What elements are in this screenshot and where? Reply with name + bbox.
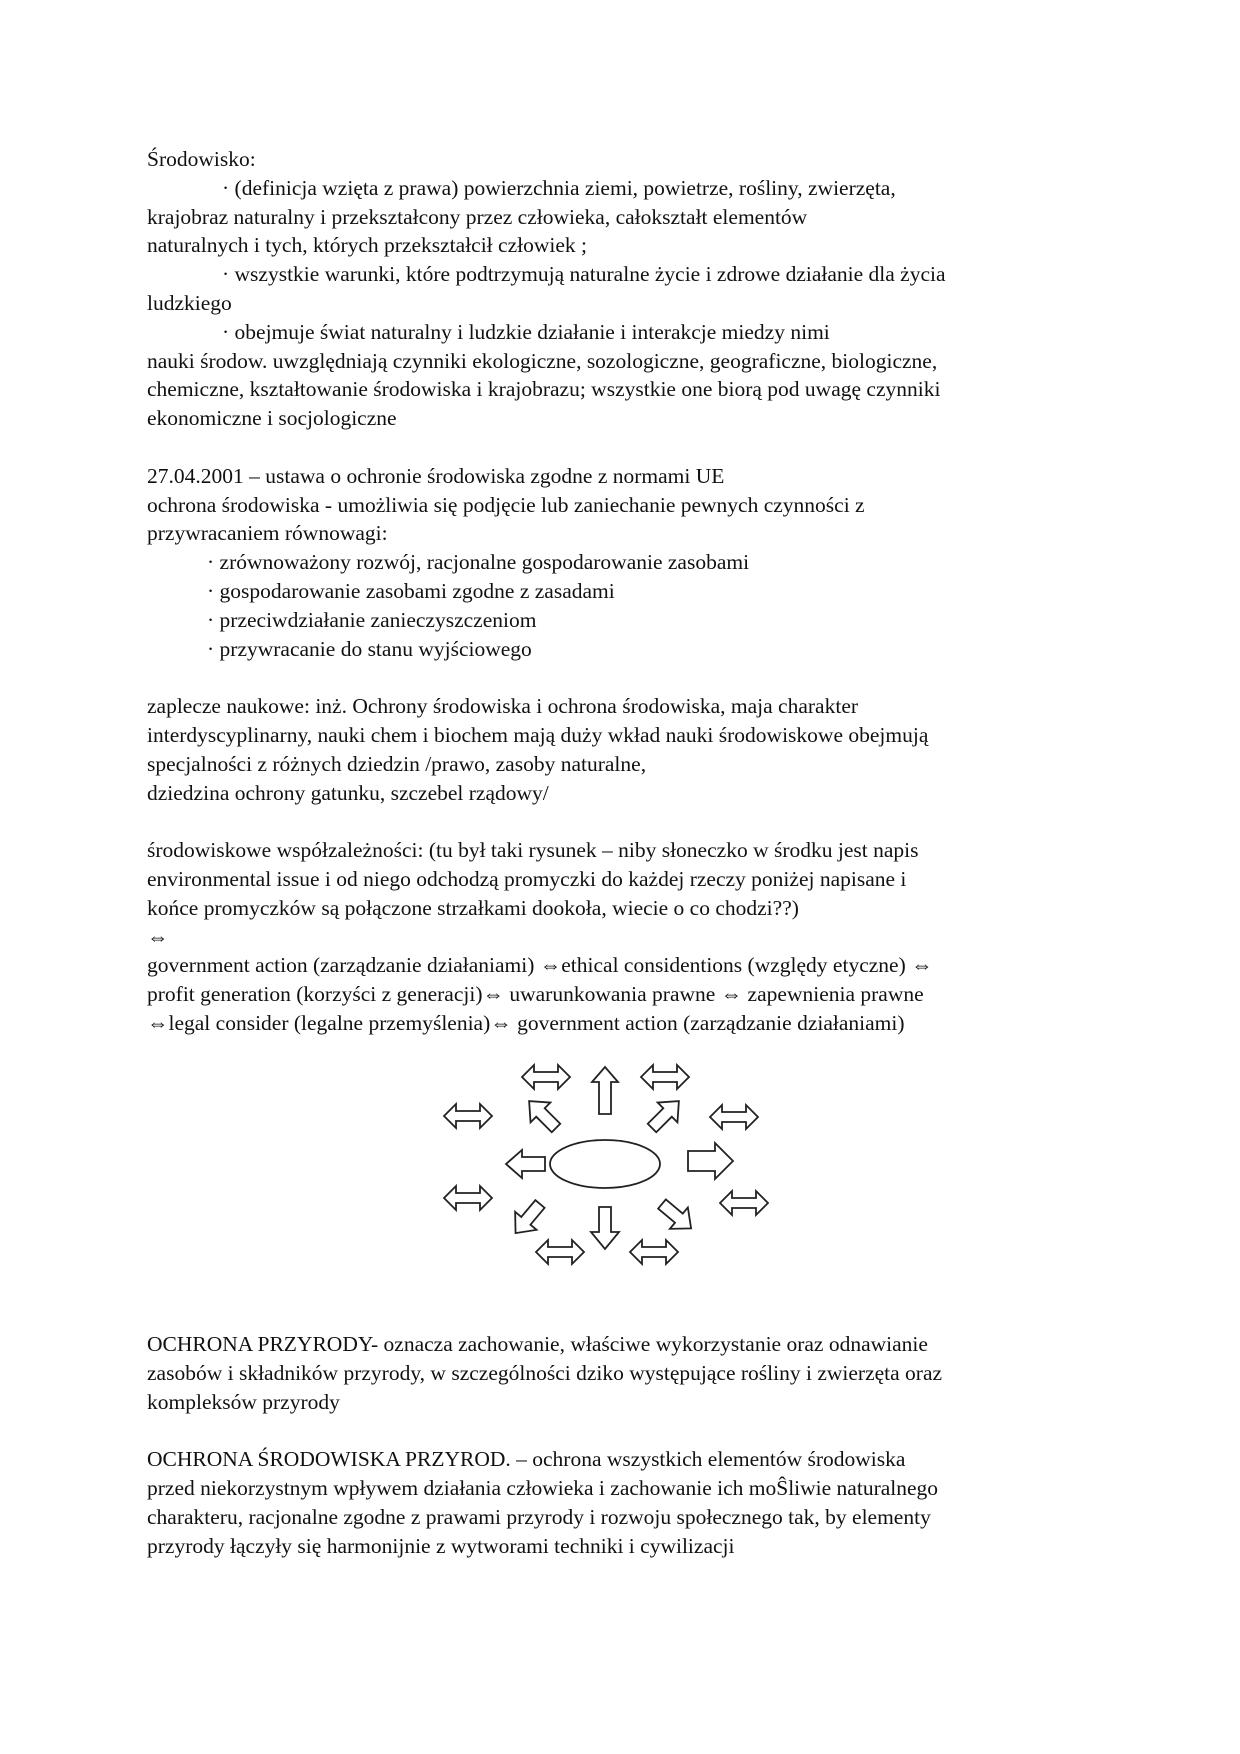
up-left-arrow	[519, 1091, 566, 1138]
definition-bullet: · obejmuje świat naturalny i ludzkie działanie i interakcje miedzy nimi	[222, 319, 830, 344]
paragraph-line: przyrody łączyły się harmonijnie z wytworami techniki i cywilizacji	[147, 1533, 735, 1558]
double-arrow-left-upper	[444, 1104, 492, 1128]
paragraph-line: zasobów i składników przyrody, w szczególności dziko występujące rośliny i zwierzęta oraz	[147, 1360, 943, 1385]
section-heading: Środowisko:	[147, 147, 256, 171]
paragraph-line: OCHRONA PRZYRODY- oznacza zachowanie, właściwe wykorzystanie oraz odnawianie	[147, 1332, 928, 1356]
paragraph-line: government action (zarządzanie działaniami) ⇔ethical considentions (względy etyczne) ⇔	[147, 953, 933, 978]
paragraph-line: environmental issue i od niego odchodzą promyczki do każdej rzeczy poniżej napisane i	[147, 866, 907, 891]
list-item: · zrównoważony rozwój, racjonalne gospodarowanie zasobami	[207, 550, 750, 575]
double-arrow-top-left	[522, 1065, 570, 1089]
list-item: · gospodarowanie zasobami zgodne z zasadami	[207, 578, 615, 603]
paragraph-line: dziedzina ochrony gatunku, szczebel rządowy/	[147, 780, 549, 805]
paragraph-line: nauki środow. uwzględniają czynniki ekologiczne, sozologiczne, geograficzne, biologiczne,	[147, 348, 938, 373]
double-arrow-right-upper	[710, 1105, 758, 1129]
paragraph-line: przywracaniem równowagi:	[147, 521, 388, 546]
paragraph-line: ⇔legal consider (legalne przemyślenia)⇔ government action (zarządzanie działaniami)	[147, 1010, 905, 1035]
text-block-lower	[147, 1330, 1087, 1560]
environmental-issue-ellipse	[550, 1140, 660, 1188]
interdependency-diagram	[430, 1062, 790, 1282]
definition-text: naturalnych i tych, których przekształcił człowiek ;	[147, 233, 587, 258]
down-left-arrow	[505, 1195, 551, 1242]
paragraph-line: środowiskowe współzależności: (tu był taki rysunek – niby słoneczko w środku jest napis	[147, 838, 919, 863]
paragraph-line: charakteru, racjonalne zgodne z prawami przyrody i rozwoju społecznego tak, by elementy	[147, 1504, 931, 1529]
double-arrow-left-lower	[444, 1186, 492, 1210]
double-arrow-right-lower	[720, 1191, 768, 1215]
down-right-arrow	[653, 1193, 700, 1239]
down-arrow	[591, 1207, 619, 1249]
paragraph-line: kompleksów przyrody	[147, 1389, 340, 1414]
paragraph-line: specjalności z różnych dziedzin /prawo, zasoby naturalne,	[147, 751, 647, 776]
double-arrow-bottom-left	[536, 1240, 584, 1264]
definition-text: krajobraz naturalny i przekształcony przez człowieka, całokształt elementów	[147, 204, 808, 229]
left-arrow	[506, 1150, 545, 1178]
paragraph-line: OCHRONA ŚRODOWISKA PRZYROD. – ochrona wszystkich elementów środowiska	[147, 1447, 906, 1472]
definition-text: ludzkiego	[147, 290, 232, 315]
paragraph-line: zaplecze naukowe: inż. Ochrony środowiska i ochrona środowiska, maja charakter	[147, 694, 859, 719]
paragraph-line: końce promyczków są połączone strzałkami dookoła, wiecie o co chodzi??)	[147, 895, 799, 920]
double-arrow-top-right	[641, 1065, 689, 1089]
paragraph-line: ochrona środowiska - umożliwia się podjęcie lub zaniechanie pewnych czynności z	[147, 492, 865, 517]
list-item: · przywracanie do stanu wyjściowego	[207, 636, 532, 661]
double-arrow-symbol: ⇔	[147, 924, 169, 949]
paragraph-line: ekonomiczne i socjologiczne	[147, 406, 397, 431]
list-item: · przeciwdziałanie zanieczyszczeniom	[207, 607, 537, 632]
definition-bullet: · wszystkie warunki, które podtrzymują naturalne życie i zdrowe działanie dla życia	[222, 262, 946, 287]
up-right-arrow	[642, 1091, 689, 1138]
up-arrow	[592, 1067, 618, 1114]
definition-bullet: · (definicja wzięta z prawa) powierzchnia ziemi, powietrze, rośliny, zwierzęta,	[222, 175, 896, 200]
text-block-upper	[147, 145, 1087, 1038]
double-arrow-bottom-right	[630, 1240, 678, 1264]
paragraph-line: chemiczne, kształtowanie środowiska i krajobrazu; wszystkie one biorą pod uwagę czynniki	[147, 377, 941, 402]
law-date-line: 27.04.2001 – ustawa o ochronie środowiska zgodne z normami UE	[147, 463, 725, 488]
paragraph-line: przed niekorzystnym wpływem działania człowieka i zachowanie ich moŜliwie naturalnego	[147, 1475, 939, 1500]
right-arrow	[688, 1143, 733, 1179]
paragraph-line: interdyscyplinarny, nauki chem i biochem mają duży wkład nauki środowiskowe obejmują	[147, 722, 929, 747]
paragraph-line: profit generation (korzyści z generacji)⇔ uwarunkowania prawne ⇔ zapewnienia prawne	[147, 982, 924, 1007]
